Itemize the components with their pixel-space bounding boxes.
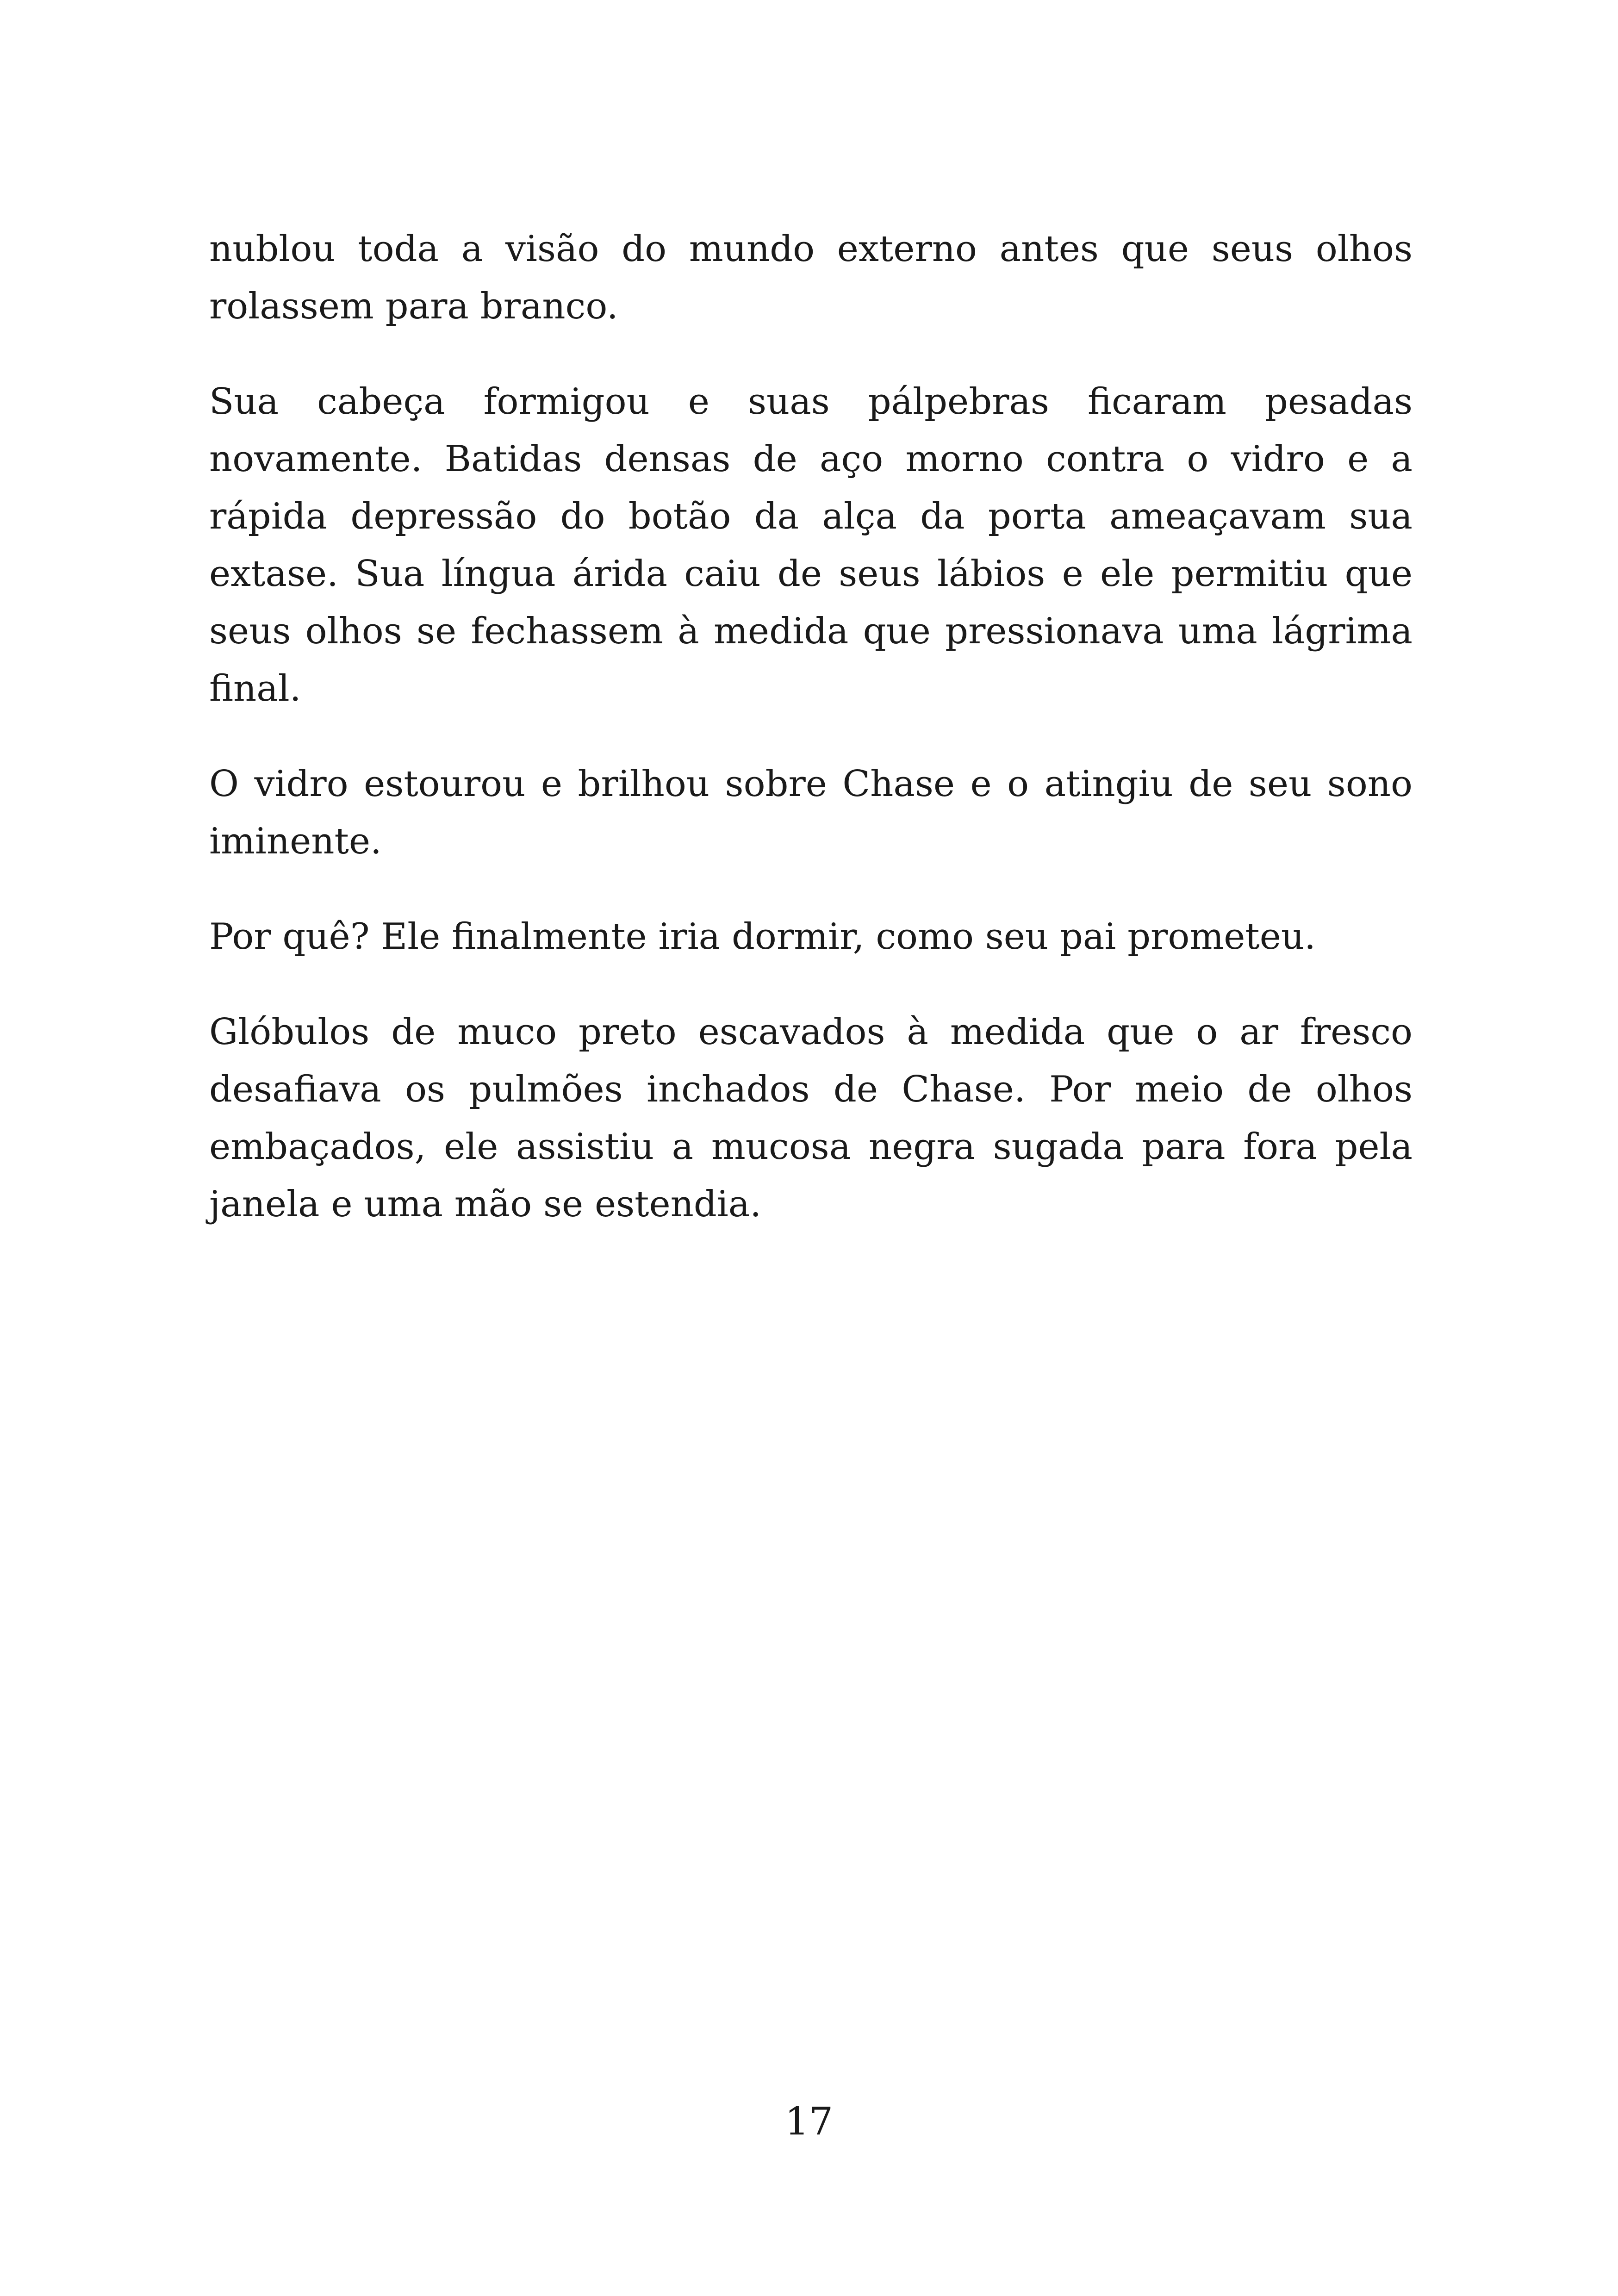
paragraph-4: Por quê? Ele finalmente iria dormir, como seu pai prometeu. (209, 916, 1316, 958)
paragraph-5: Glóbulos de muco preto escavados à medida que o ar fresco desafiava os pulmões inchados de Chase. Por meio de olhos embaçados, ele assistiu a mucosa negra sugada para fora pela janela e uma mão se estendia. (209, 1011, 1413, 1225)
paragraph-1: nublou toda a visão do mundo externo antes que seus olhos rolassem para branco. (209, 228, 1413, 327)
paragraph-3: O vidro estourou e brilhou sobre Chase e o atingiu de seu sono iminente. (209, 763, 1413, 862)
page-number: 17 (784, 2100, 834, 2144)
body-text (209, 220, 1413, 1271)
paragraph-2: Sua cabeça formigou e suas pálpebras ficaram pesadas novamente. Batidas densas de aço morno contra o vidro e a rápida depressão do botão da alça da porta ameaçavam sua extase. Sua língua árida caiu de seus lábios e ele permitiu que seus olhos se fechassem à medida que pressionava uma lágrima final. (209, 381, 1413, 709)
